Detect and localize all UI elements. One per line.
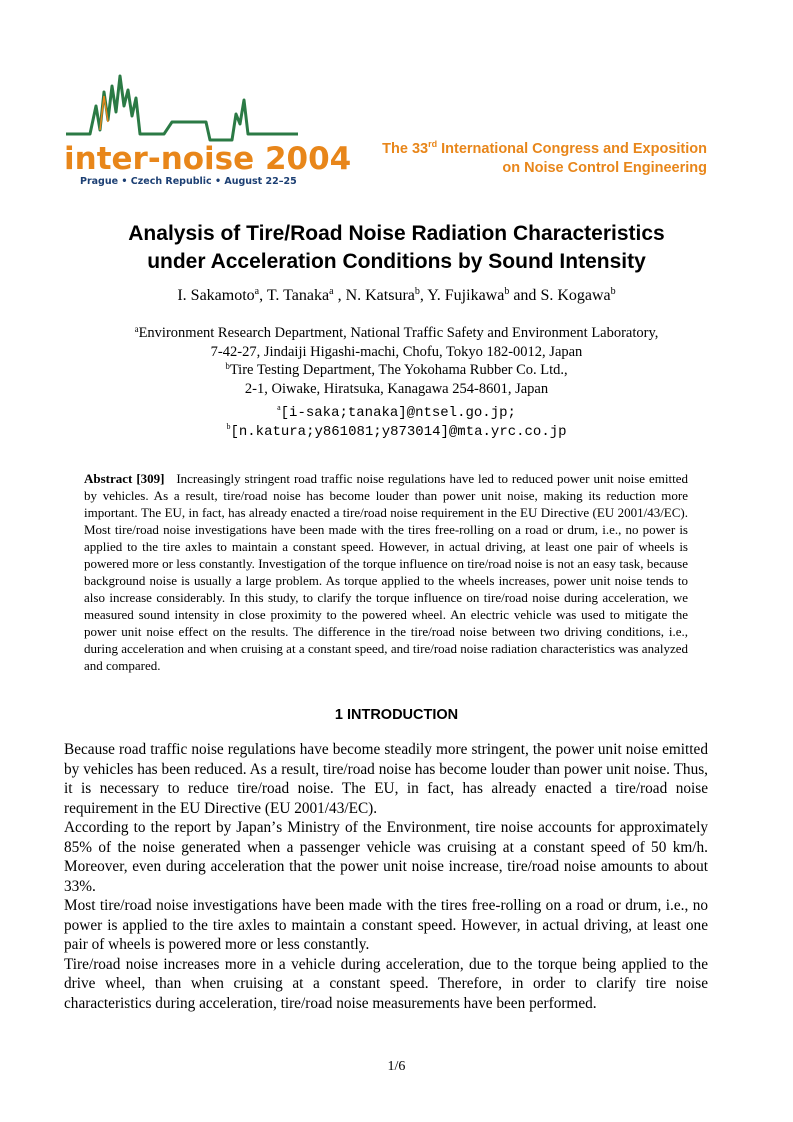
congress-line-2: on Noise Control Engineering — [502, 160, 707, 176]
logo-subtitle: Prague • Czech Republic • August 22–25 — [80, 176, 297, 187]
conference-logo — [60, 68, 352, 192]
author: T. Tanaka$^a$ , — [266, 286, 346, 304]
congress-line-1: The 33rd International Congress and Exposition — [382, 139, 707, 157]
affiliation-a-line-2: 7-42-27, Jindaiji Higashi-machi, Chofu, Tokyo 182-0012, Japan — [210, 343, 583, 360]
title-line-2: under Acceleration Conditions by Sound Intensity — [147, 250, 646, 273]
abstract-label: Abstract [309] — [84, 471, 165, 486]
author-list — [40, 286, 753, 306]
logo-wordmark: inter-noise 2004 — [64, 141, 352, 177]
author-emails — [40, 404, 753, 441]
author: N. Katsura$^b$, — [345, 286, 428, 304]
email-a[interactable]: $^a$[i-saka;tanaka]@ntsel.go.jp; — [277, 403, 516, 421]
skyline-line — [66, 76, 298, 140]
author: S. Kogawa$^b$ — [540, 286, 616, 304]
email-b[interactable]: $^b$[n.katura;y861081;y873014]@mta.yrc.co.jp — [226, 421, 567, 440]
abstract-text: Increasingly stringent road traffic noise regulations have led to reduced power unit noise emitted by vehicles. As a result, tire/road noise has become louder than power unit noise, making its reduction more important. The EU, in fact, has already enacted a tire/road noise requirement in the EU Directive (EU 2001/43/EC). Most tire/road noise investigations have been made with the tires free-rolling on a road or drum, i.e., no power is applied to the tire axles to maintain a constant speed. However, in actual driving, at least one pair of wheels is powered more or less constantly. Investigation of the torque influence on tire/road noise is not an easy task, because background noise is usually a large problem. As torque applied to the wheels increases, power unit noise tends to also increase considerably. In this study, to clarify the torque influence on tire/road noise during acceleration, we measured sound intensity in close proximity to the powered wheel. An electric vehicle was used to mitigate the power unit noise effect on the results. The difference in the tire/road noise between two driving conditions, i.e., during acceleration and when cruising at a constant speed, and tire/road noise radiation characteristics was analyzed and compared. — [84, 471, 688, 673]
title-line-1: Analysis of Tire/Road Noise Radiation Characteristics — [128, 222, 665, 245]
prague-skyline-icon — [60, 68, 300, 148]
paragraph: Tire/road noise increases more in a vehicle during acceleration, due to the torque being applied to the drive wheel, than when cruising at a constant speed. Therefore, in order to clarify tire noise characteristics during acceleration, tire/road noise measurements have been performed. — [64, 955, 708, 1012]
affiliation-a-line-1: $^a$Environment Research Department, National Traffic Safety and Environment Laboratory, — [134, 324, 659, 341]
author: Y. Fujikawa$^b$ and — [427, 286, 541, 304]
page-number: 1/6 — [387, 1059, 406, 1074]
paragraph: Because road traffic noise regulations have become steadily more stringent, the power unit noise emitted by vehicles has been reduced. As a result, tire/road noise has become louder than power unit noise. Thus, it is necessary to reduce tire/road noise. The EU, in fact, has already enacted a tire/road noise requirement in the EU Directive (EU 2001/43/EC). — [64, 741, 708, 817]
paper-title — [40, 220, 753, 276]
congress-header — [382, 140, 707, 178]
introduction-body — [64, 740, 708, 1013]
section-heading: 1 INTRODUCTION — [334, 707, 459, 723]
paragraph: According to the report by Japanʼs Ministry of the Environment, tire noise accounts for approximately 85% of the noise generated when a passenger vehicle was cruising at a constant speed of 50 km/h. Moreover, even during acceleration that the power unit noise increase, tire/road noise amounts to about 33%. — [64, 819, 708, 895]
abstract — [84, 470, 688, 674]
affiliation-b-line-1: $^b$Tire Testing Department, The Yokohama Rubber Co. Ltd., — [225, 361, 568, 378]
affiliations — [40, 324, 753, 398]
affiliation-b-line-2: 2-1, Oiwake, Hiratsuka, Kanagawa 254-8601, Japan — [244, 380, 549, 397]
author: I. Sakamoto$^a$, — [177, 286, 267, 304]
paragraph: Most tire/road noise investigations have been made with the tires free-rolling on a road or drum, i.e., no power is applied to the tire axles to maintain a constant speed. However, in actual driving, at least one pair of wheels is powered more or less constantly. — [64, 897, 708, 953]
